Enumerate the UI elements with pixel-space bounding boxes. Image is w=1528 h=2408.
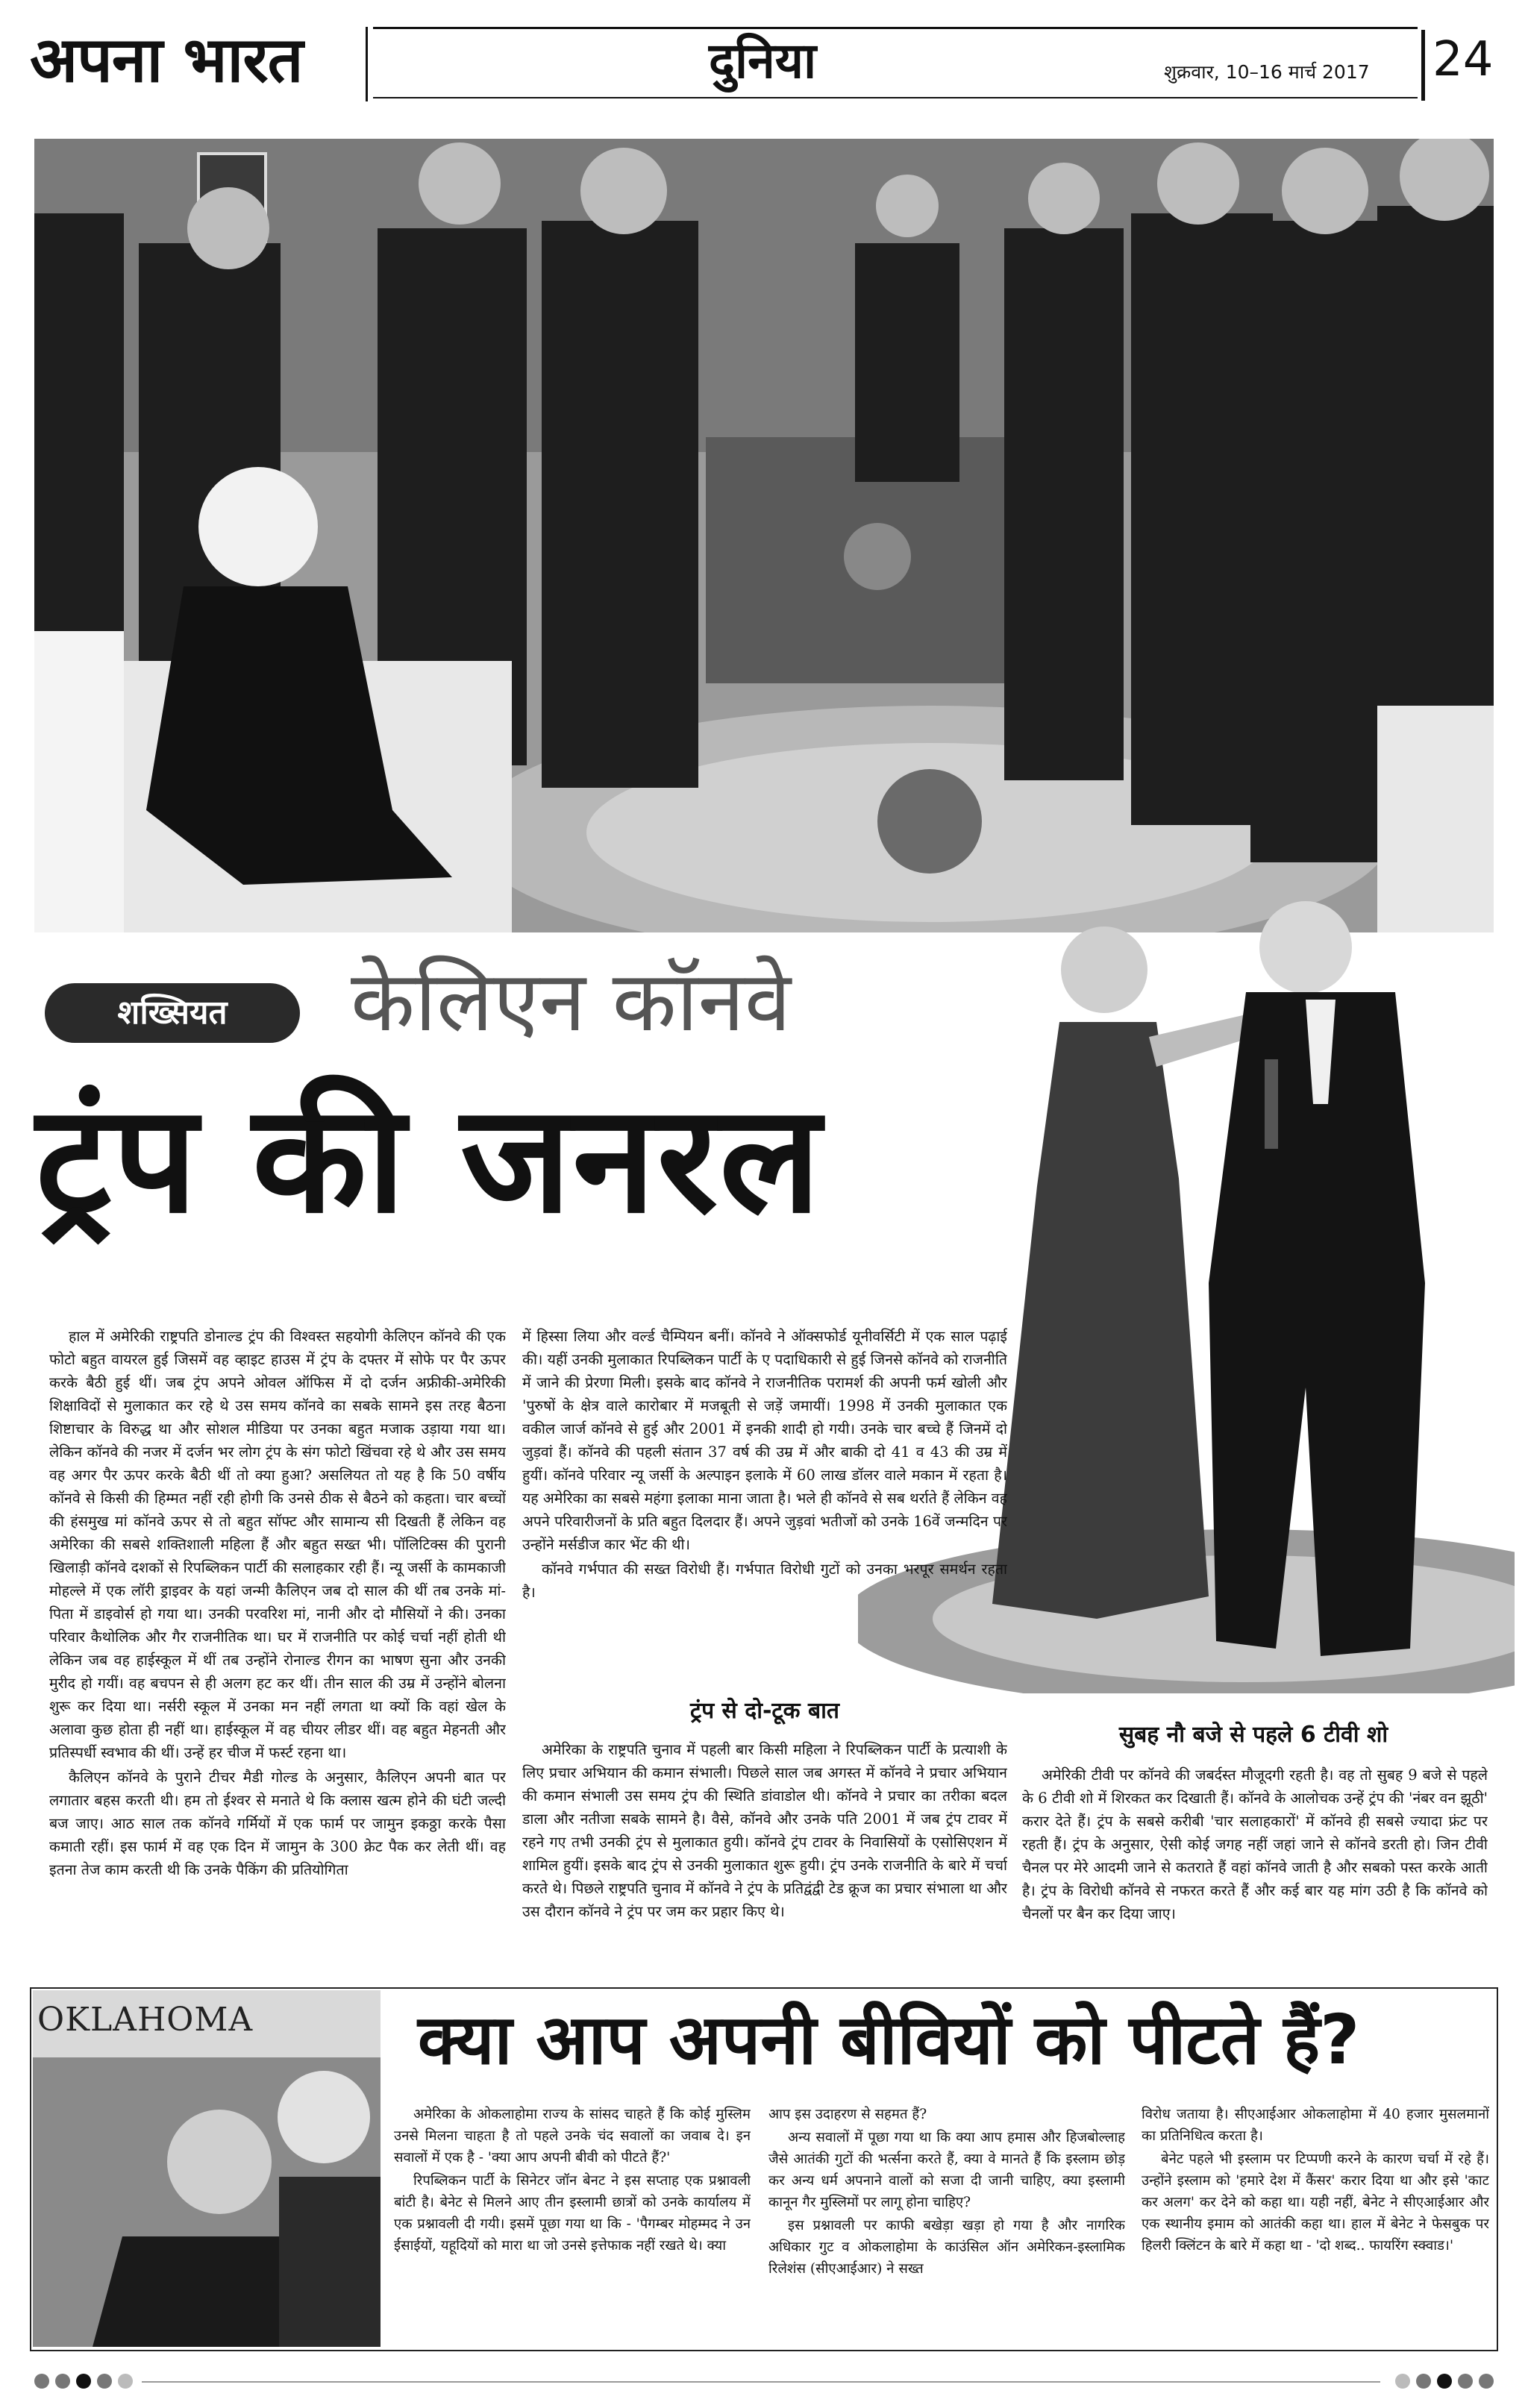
paragraph: इस प्रश्नावली पर काफी बखेड़ा खड़ा हो गया है और नागरिक अधिकार गुट व ओकलाहोमा के काउंसिल ऑन अमेरिकन-इस्लामिक रिलेशंस (सीएआईआर) ने सख्त: [768, 2218, 1125, 2277]
dot: [97, 2374, 112, 2389]
paragraph: अमेरिका के राष्ट्रपति चुनाव में पहली बार किसी महिला ने रिपब्लिकन पार्टी के प्रत्याशी के लिए प्रचार अभियान की कमान संभाली। पिछले साल जब अगस्त में कॉनवे ने प्रचार अभियान की कमान संभाली उस समय ट्रंप की स्थिति डांवाडोल थी। कॉनवे ने प्रचार का तरीका बदल डाला और नतीजा सबके सामने है। वैसे, कॉनवे और उनके पति 2001 में जब ट्रंप टावर में रहने गए तभी उनकी ट्रंप से मुलाकात हुयी। कॉनवे ट्रंप टावर के निवासियों के एसोसिएशन में शामिल हुयीं। इसके बाद ट्रंप से उनकी मुलाकात शुरू हुयी। ट्रंप उनके राजनीति के बारे में चर्चा करते थे। पिछले राष्ट्रपति चुनाव में कॉनवे ने ट्रंप के प्रतिद्वंद्वी टेड क्रूज का प्रचार संभाला था और उस दौरान कॉनवे ने ट्रंप पर जम कर प्रहार किए थे।: [522, 1741, 1007, 1920]
oklahoma-photo: [33, 1990, 381, 2347]
dot: [76, 2374, 91, 2389]
article-column-3: [1022, 1763, 1488, 1980]
paragraph: आप इस उदाहरण से सहमत हैं?: [768, 2107, 927, 2122]
oval-office-illustration: [34, 139, 1494, 932]
paragraph: अन्य सवालों में पूछा गया था कि क्या आप हमास और हिजबोल्लाह जैसे आतंकी गुटों की भर्त्सना करते हैं, क्या वे मानते हैं कि इस्लाम छोड़ कर अन्य धर्म अपनाने वालों को सजा दी जानी चाहिए, क्या इस्लामी कानून गैर मुस्लिमों पर लागू होना चाहिए?: [768, 2130, 1125, 2210]
headline: ट्रंप की जनरल: [36, 1073, 822, 1247]
header-top-rule: [373, 27, 1418, 29]
article-column-1: [49, 1325, 506, 1978]
dot: [1437, 2374, 1452, 2389]
subhead-right: सुबह नौ बजे से पहले 6 टीवी शो: [1118, 1722, 1388, 1748]
header-bottom-rule: [373, 97, 1418, 98]
paragraph: कैलिएन कॉनवे के पुराने टीचर मैडी गोल्ड के अनुसार, कैलिएन अपनी बात पर लगातार बहस करती थी। हम तो ईश्वर से मनाते थे कि क्लास खत्म होने की घंटी जल्दी बज जाए। आठ साल तक कॉनवे गर्मियों में एक फार्म पर जामुन इकठ्ठा करके पैसा कमाती रहीं। इस फार्म में वह एक दिन में जामुन के 300 क्रेट पैक कर लेती थीं। वह इतना तेज काम करती थी कि उनके पैकिंग की प्रतियोगिता: [49, 1769, 506, 1878]
paragraph: में हिस्सा लिया और वर्ल्ड चैम्पियन बनीं। कॉनवे ने ऑक्सफोर्ड यूनीवर्सिटी में एक साल पढ़ाई की। यहीं उनकी मुलाकात रिपब्लिकन पार्टी के ए पदाधिकारी से हुई जिनसे कॉनवे को राजनीति में जाने की प्रेरणा मिली। इसके बाद कॉनवे ने राजनीतिक परामर्श की अपनी फर्म खोली और 'पुरुषों के क्षेत्र वाले कारोबार में मजबूती से जड़ें जमायीं। 1998 में उनकी मुलाकात एक वकील जार्ज कॉनवे से हुई और 2001 में इनकी शादी हो गयी। उनके चार बच्चे हैं जिनमें दो जुड़वां हैं। कॉनवे की पहली संतान 37 वर्ष की उम्र में और बाकी दो 41 व 43 की उम्र में हुयीं। कॉनवे परिवार न्यू जर्सी के अल्पाइन इलाके में 60 लाख डॉलर वाले मकान में रहता है। यह अमेरिका का सबसे महंगा इलाका माना जाता है। भले ही कॉनवे से सब थर्राते हैं लेकिन वह अपने परिवारीजनों के प्रति बहुत दिलदार हैं। अपने जुड़वां भतीजों को उनके 16वें जन्मदिन पर उन्होंने मर्सडीज कार भेंट की थी।: [522, 1328, 1007, 1553]
section-tag: शख्सियत: [45, 983, 300, 1043]
dot: [1479, 2374, 1494, 2389]
pageno-divider: [1421, 30, 1425, 101]
box-headline: क्या आप अपनी बीवियों को पीटते हैं?: [418, 2000, 1360, 2080]
dot: [1395, 2374, 1410, 2389]
dot: [1416, 2374, 1431, 2389]
subhead-left: ट्रंप से दो-टूक बात: [689, 1698, 840, 1724]
footer-rule: [142, 2381, 1380, 2383]
oklahoma-illustration: [33, 1990, 381, 2347]
oval-office-photo: [34, 139, 1494, 932]
paragraph: रिपब्लिकन पार्टी के सिनेटर जॉन बेनट ने इस सप्ताह एक प्रश्नावली बांटी है। बेनेट से मिलने आए तीन इस्लामी छात्रों को उनके कार्यालय में एक प्रश्नावली दी गयी। इसमें पूछा गया था कि - 'पैगम्बर मोहम्मद ने उन ईसाईयों, यहूदियों को मारा था जो उनसे इत्तेफाक नहीं रखते थे। क्या: [394, 2173, 751, 2254]
person-name: केलिएन कॉनवे: [351, 953, 792, 1050]
section-title: दुनिया: [709, 32, 817, 90]
paragraph: बेनेट पहले भी इस्लाम पर टिप्पणी करने के कारण चर्चा में रहे हैं। उन्होंने इस्लाम को 'हमारे देश में कैंसर' करार दिया था और इसे 'काट कर अलग' कर देने को कहा था। यही नहीं, बेनेट ने सीएआईआर और एक स्थानीय इमाम को आतंकी कहा था। हाल में बेनेट ने फेसबुक पर हिलरी क्लिंटन के बारे में कहा था - 'दो शब्द.. फायरिंग स्क्वाड।': [1142, 2151, 1489, 2254]
page-number: 24: [1432, 32, 1494, 87]
paragraph: अमेरिका के ओकलाहोमा राज्य के सांसद चाहते हैं कि कोई मुस्लिम उनसे मिलना चाहता है तो पहले उनके चंद सवालों का जवाब दे। इन सवालों में एक है - 'क्या आप अपनी बीवी को पीटते हैं?': [394, 2107, 751, 2166]
paragraph: हाल में अमेरिकी राष्ट्रपति डोनाल्ड ट्रंप की विश्वस्त सहयोगी केलिएन कॉनवे की एक फोटो बहुत वायरल हुई जिसमें वह व्हाइट हाउस में ट्रंप के दफ्तर में सोफे पर पैर ऊपर करके बैठी हुई थीं। जब ट्रंप अपने ओवल ऑफिस में दो दर्जन अफ्रीकी-अमेरिकी शिक्षाविदों से मुलाकात कर रहे थे उस समय कॉनवे का सबके सामने इस तरह बैठना शिष्टाचार के विरुद्ध था और सोशल मीडिया पर उनका बहुत मजाक उड़ाया गया था। लेकिन कॉनवे की नजर में दर्जन भर लोग ट्रंप के संग फोटो खिंचवा रहे थे और उस समय वह अगर पैर ऊपर करके बैठी थीं तो क्या हुआ? असलियत तो यह है कि 50 वर्षीय कॉनवे से किसी की हिम्मत नहीं रही होगी कि उनसे ठीक से बैठने को कहता। चार बच्चों की हंसमुख मां कॉनवे ऊपर से तो बहुत सॉफ्ट और सामान्य सी दिखती हैं लेकिन वह अमेरिका की सबसे शक्तिशाली महिला हैं और बहुत सख्त भी। पॉलिटिक्स की पुरानी खिलाड़ी कॉनवे दशकों से रिपब्लिकन पार्टी की सलाहकार रही हैं। न्यू जर्सी के कामकाजी मोहल्ले में एक लॉरी ड्राइवर के यहां जन्मी कैलिएन जब दो साल की थीं तब उनके मां-पिता में डाइवोर्स हो गया था। उनकी परवरिश मां, नानी और दो मौसियों ने की। उनका परिवार कैथोलिक और गैर राजनीतिक था। घर में राजनीति पर कोई चर्चा नहीं होती थी लेकिन जब वह हाईस्कूल में थीं तब उन्होंने रोनाल्ड रीगन का भाषण सुना और उनकी मुरीद हो गयीं। वह बचपन से ही अलग हट कर थीं। तीन साल की उम्र में उन्होंने बोलना शुरू कर दिया था। नर्सरी स्कूल में उनका मन नहीं लगता था क्यों कि वहां खेल के अलावा कुछ होता ही नहीं था। हाईस्कूल में वह चीयर लीडर थीं। वह बहुत मेहनती और प्रतिस्पर्धी स्वभाव की थीं। उन्हें हर चीज में फर्स्ट रहना था।: [49, 1328, 506, 1761]
paragraph: कॉनवे गर्भपात की सख्त विरोधी हैं। गर्भपात विरोधी गुटों को उनका भरपूर समर्थन रहता है।: [522, 1561, 1007, 1601]
footer-dots-left: [34, 2374, 133, 2390]
article-column-2b: [522, 1738, 1007, 1984]
box-column-2: [768, 2104, 1125, 2344]
masthead-logo: अपना भारत: [30, 23, 303, 96]
dot: [34, 2374, 49, 2389]
oklahoma-sign: OKLAHOMA: [37, 2001, 254, 2039]
paragraph: विरोध जताया है। सीएआईआर ओकलाहोमा में 40 हजार मुसलमानों का प्रतिनिधित्व करता है।: [1142, 2107, 1489, 2144]
box-column-1: [394, 2104, 751, 2344]
dot: [55, 2374, 70, 2389]
dateline: शुक्रवार, 10–16 मार्च 2017: [1164, 61, 1370, 83]
header-divider: [366, 27, 368, 101]
footer-dots-right: [1395, 2374, 1494, 2390]
dot: [1458, 2374, 1473, 2389]
dot: [118, 2374, 133, 2389]
box-column-3: [1142, 2104, 1489, 2344]
paragraph: अमेरिकी टीवी पर कॉनवे की जबर्दस्त मौजूदगी रहती है। वह तो सुबह 9 बजे से पहले के 6 टीवी शो में शिरकत कर दिखाती हैं। कॉनवे के आलोचक उन्हें ट्रंप की 'नंबर वन झूठी' करार देते हैं। ट्रंप के सबसे करीबी 'चार सलाहकारों' में कॉनवे ही सबसे ज्यादा फ्रंट पर रहती हैं। ट्रंप के अनुसार, ऐसी कोई जगह नहीं जहां जाने से कॉनवे डरती हो। जिन टीवी चैनल पर मेरे आदमी जाने से कतराते हैं वहां कॉनवे जाती है और सबको पस्त करके आती है। ट्रंप के विरोधी कॉनवे से नफरत करते हैं और कई बार यह मांग उठी है कि कॉनवे को चैनलों पर बैन कर दिया जाए।: [1022, 1766, 1488, 1922]
article-column-2: [522, 1325, 1007, 1695]
